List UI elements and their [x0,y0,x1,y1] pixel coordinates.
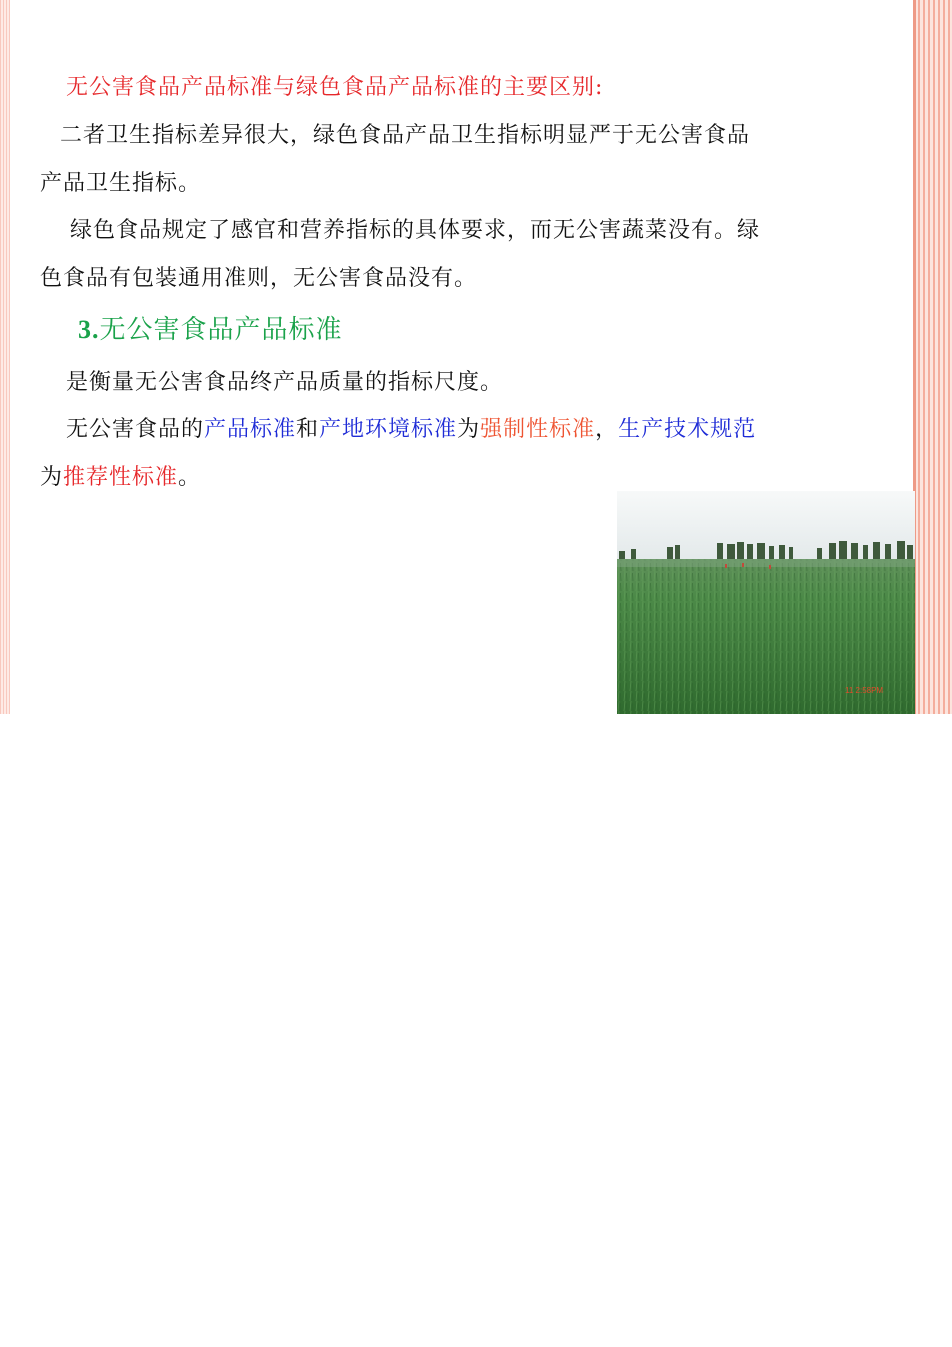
para4-seg9: 为 [40,465,64,490]
para4-seg3: 和 [296,417,320,442]
para4-seg5: 为 [457,417,481,442]
environment-standard-term: 产地环境标准 [319,417,458,442]
para1-line1: 二者卫生指标差异很大，绿色食品产品卫生指标明显严于无公害食品 [60,123,751,148]
wheat-field-photo [617,491,915,714]
section-number: 3. [78,315,100,344]
section-title-text: 无公害食品产品标准 [99,315,343,345]
left-decorative-border [0,0,10,714]
para2-line1: 绿色食品规定了感官和营养指标的具体要求，而无公害蔬菜没有。绿 [70,218,761,243]
section-title [78,309,343,346]
product-standard-term: 产品标准 [204,417,297,442]
para4-seg7: ， [595,417,619,442]
mandatory-standard-term: 强制性标准 [480,417,596,442]
right-decorative-border [913,0,952,714]
photo-timestamp: 11 2:58PM [845,686,884,695]
para4-line2 [40,460,201,491]
wheat-field-image [617,491,915,714]
para4-seg11: 。 [178,465,202,490]
para4-seg1: 无公害食品的 [66,417,205,442]
slide-heading: 无公害食品产品标准与绿色食品产品标准的主要区别: [66,75,604,100]
para1-line2: 产品卫生指标。 [40,171,202,196]
recommended-standard-term: 推荐性标准 [63,465,179,490]
para4-line1 [66,412,756,443]
para2-line2: 色食品有包装通用准则，无公害食品没有。 [40,266,478,291]
para3: 是衡量无公害食品终产品质量的指标尺度。 [66,370,504,395]
production-spec-term: 生产技术规范 [618,417,757,442]
